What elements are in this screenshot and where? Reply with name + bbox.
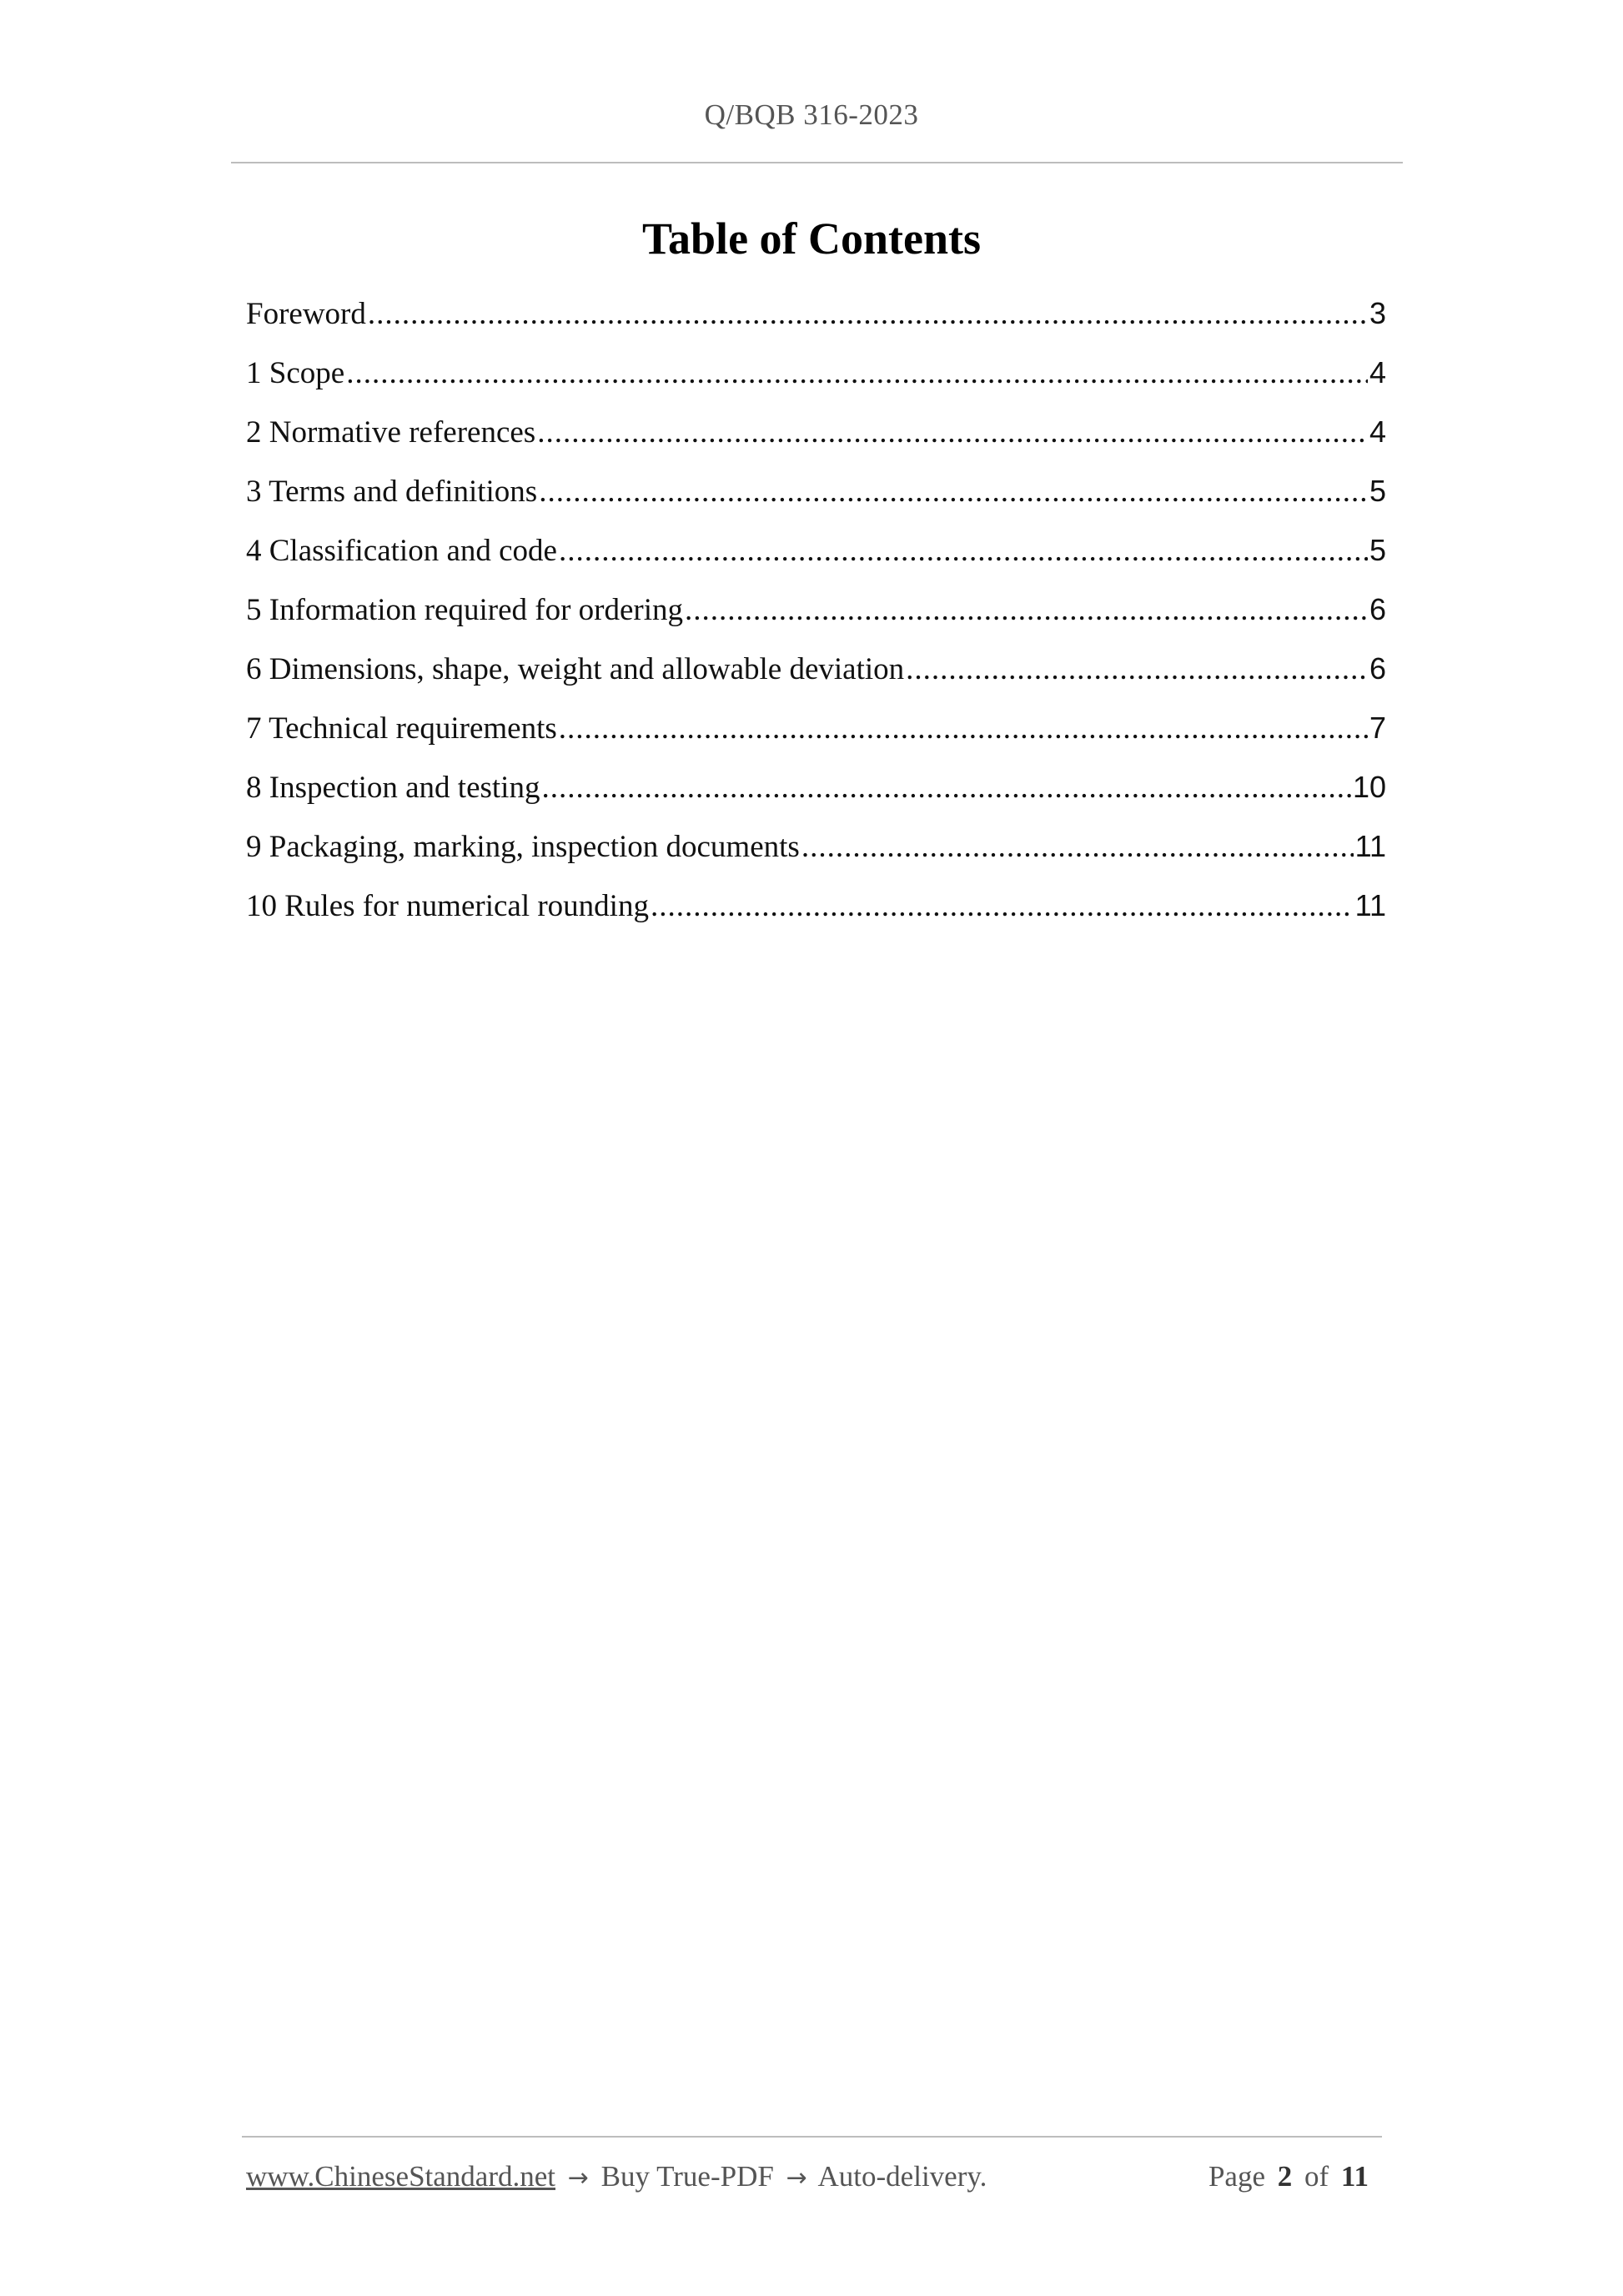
auto-delivery-text: Auto-delivery. (817, 2160, 987, 2193)
total-page-count: 11 (1340, 2160, 1369, 2193)
toc-dot-leader (906, 651, 1368, 687)
toc-entry-label: 4 Classification and code (246, 534, 557, 568)
toc-entry-page: 10 (1352, 770, 1386, 804)
buy-true-pdf-text: Buy True-PDF (600, 2160, 774, 2193)
page-word: Page (1208, 2160, 1266, 2193)
toc-entry-technical-requirements[interactable] (246, 711, 1386, 770)
toc-entry-page: 11 (1354, 888, 1386, 922)
toc-dot-leader (541, 770, 1350, 806)
toc-entry-classification-and-code[interactable] (246, 533, 1386, 592)
toc-dot-leader (559, 711, 1368, 746)
toc-entry-label: 5 Information required for ordering (246, 593, 683, 627)
toc-entry-label: 2 Normative references (246, 415, 536, 450)
toc-entry-label: 1 Scope (246, 356, 345, 390)
toc-entry-page: 3 (1369, 296, 1386, 330)
toc-dot-leader (368, 296, 1368, 332)
toc-entry-page: 6 (1369, 592, 1386, 626)
toc-entry-terms-and-definitions[interactable] (246, 474, 1386, 533)
website-link[interactable]: www.ChineseStandard.net (246, 2160, 555, 2193)
toc-entry-page: 5 (1369, 533, 1386, 567)
toc-entry-label: Foreword (246, 297, 366, 331)
toc-dot-leader (651, 888, 1354, 924)
toc-dot-leader (559, 533, 1368, 569)
toc-entry-label: 9 Packaging, marking, inspection documents (246, 830, 800, 864)
toc-entry-scope[interactable] (246, 355, 1386, 414)
toc-entry-page: 4 (1369, 414, 1386, 449)
toc-entry-label: 3 Terms and definitions (246, 475, 538, 509)
toc-entry-page: 4 (1369, 355, 1386, 389)
toc-dot-leader (685, 592, 1368, 628)
of-word: of (1304, 2160, 1329, 2193)
header-divider (231, 162, 1403, 163)
toc-entry-packaging-marking[interactable] (246, 829, 1386, 888)
toc-entry-label: 8 Inspection and testing (246, 771, 540, 805)
toc-entry-label: 7 Technical requirements (246, 711, 557, 746)
arrow-right-icon: → (786, 2163, 807, 2193)
toc-dot-leader (801, 829, 1354, 865)
arrow-right-icon: → (567, 2163, 589, 2193)
toc-entry-foreword[interactable] (246, 296, 1386, 355)
toc-entry-label: 6 Dimensions, shape, weight and allowable deviation (246, 652, 905, 686)
toc-entry-label: 10 Rules for numerical rounding (246, 889, 649, 923)
toc-entry-page: 11 (1354, 829, 1386, 863)
toc-entry-page: 7 (1369, 711, 1386, 745)
page-footer (246, 2160, 1374, 2193)
toc-entry-numerical-rounding[interactable] (246, 888, 1386, 947)
table-of-contents (246, 296, 1386, 947)
toc-title: Table of Contents (641, 214, 982, 264)
document-code: Q/BQB 316-2023 (704, 98, 919, 131)
footer-divider (242, 2136, 1382, 2138)
footer-promo (246, 2160, 987, 2193)
toc-entry-page: 5 (1369, 474, 1386, 508)
toc-entry-inspection-and-testing[interactable] (246, 770, 1386, 829)
toc-entry-dimensions[interactable] (246, 651, 1386, 711)
toc-dot-leader (539, 474, 1368, 510)
toc-entry-page: 6 (1369, 651, 1386, 686)
toc-dot-leader (346, 355, 1368, 391)
toc-entry-ordering-information[interactable] (246, 592, 1386, 651)
current-page-number: 2 (1277, 2160, 1293, 2193)
toc-entry-normative-references[interactable] (246, 414, 1386, 474)
toc-dot-leader (537, 414, 1368, 450)
page-indicator (1208, 2160, 1374, 2193)
